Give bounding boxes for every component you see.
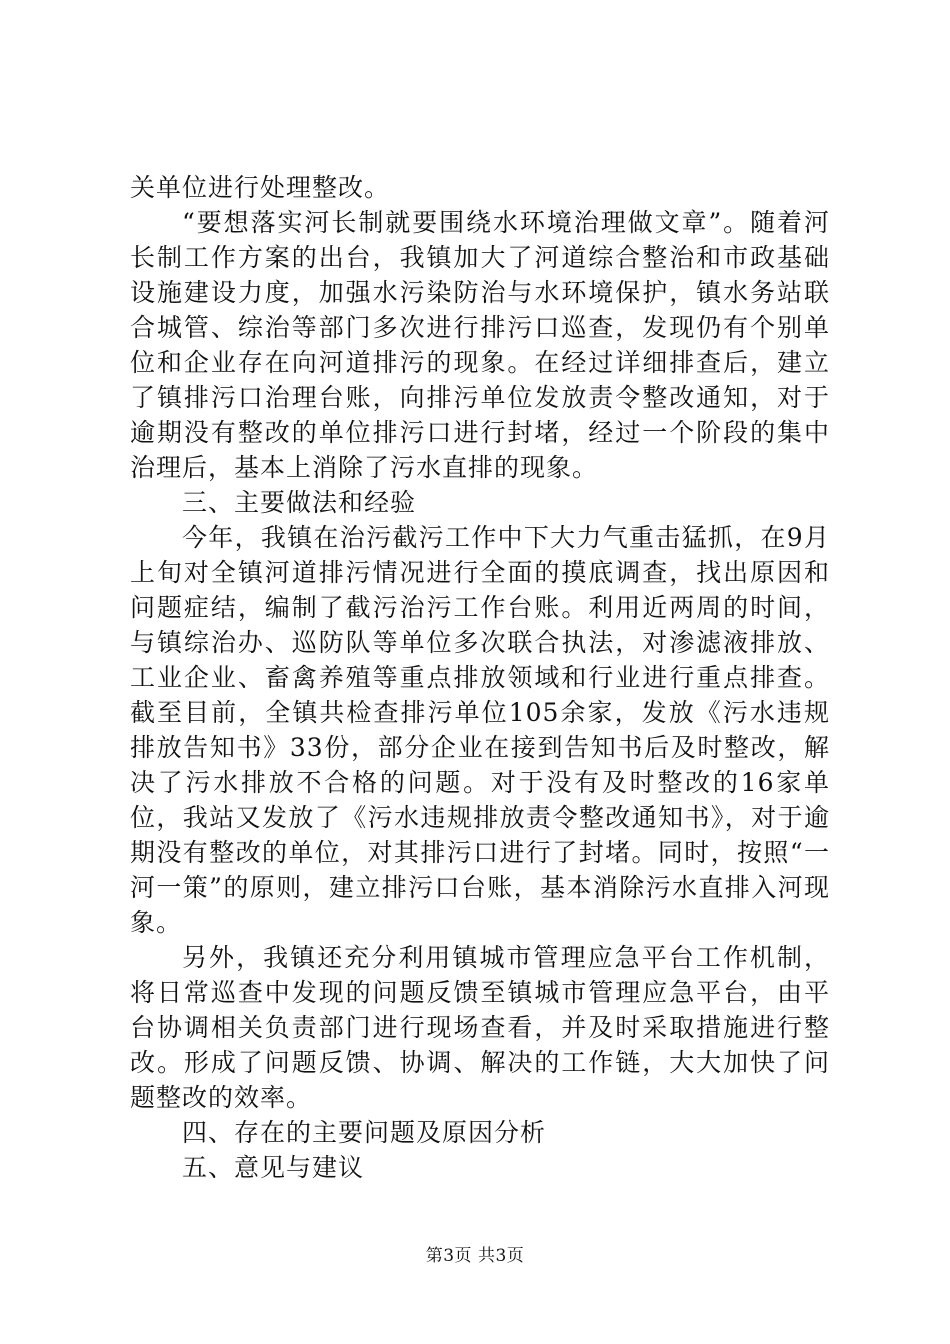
paragraph-river-chief-system: “要想落实河长制就要围绕水环境治理做文章”。随着河长制工作方案的出台，我镇加大了河道综合整治和市政基础设施建设力度，加强水污染防治与水环境保护，镇水务站联合城管、综治等部门多次进行排污口巡查，发现仍有个别单位和企业存在向河道排污的现象。在经过详细排查后，建立了镇排污口治理台账，向排污单位发放责令整改通知，对于逾期没有整改的单位排污口进行封堵，经过一个阶段的集中治理后，基本上消除了污水直排的现象。 — [130, 208, 830, 482]
section-heading-suggestions: 五、意见与建议 — [182, 1153, 365, 1182]
document-body — [130, 170, 830, 1185]
section-heading-practices: 三、主要做法和经验 — [182, 488, 417, 517]
page-number-footer: 第3页 共3页 — [425, 1246, 525, 1266]
section-heading-problems: 四、存在的主要问题及原因分析 — [182, 1118, 547, 1147]
paragraph-pollution-control: 今年，我镇在治污截污工作中下大力气重击猛抓，在9月上旬对全镇河道排污情况进行全面的摸底调查，找出原因和问题症结，编制了截污治污工作台账。利用近两周的时间，与镇综治办、巡防队等单位多次联合执法，对渗滤液排放、工业企业、畜禽养殖等重点排放领域和行业进行重点排查。截至目前，全镇共检查排污单位105余家，发放《污水违规排放告知书》33份，部分企业在接到告知书后及时整改，解决了污水排放不合格的问题。对于没有及时整改的16家单位，我站又发放了《污水违规排放责令整改通知书》，对于逾期没有整改的单位，对其排污口进行了封堵。同时，按照“一河一策”的原则，建立排污口台账，基本消除污水直排入河现象。 — [130, 523, 830, 937]
paragraph-continuation: 关单位进行处理整改。 — [130, 173, 391, 202]
paragraph-emergency-platform: 另外，我镇还充分利用镇城市管理应急平台工作机制，将日常巡查中发现的问题反馈至镇城市管理应急平台，由平台协调相关负责部门进行现场查看，并及时采取措施进行整改。形成了问题反馈、协调、解决的工作链，大大加快了问题整改的效率。 — [130, 943, 830, 1112]
